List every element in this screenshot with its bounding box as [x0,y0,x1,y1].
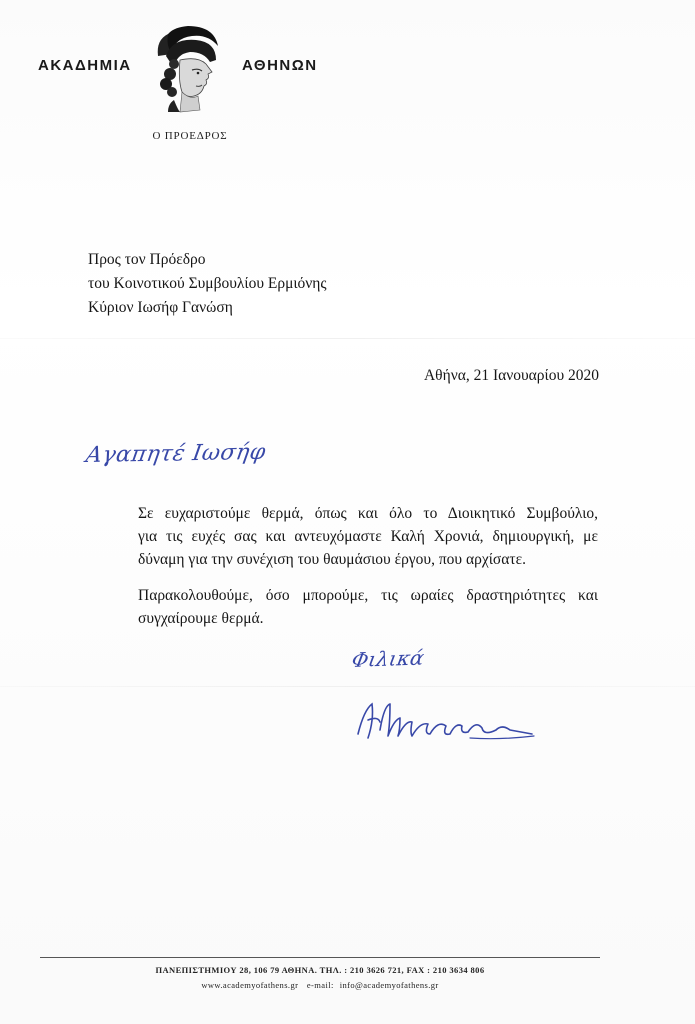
recipient-line: Κύριον Ιωσήφ Γανώση [88,299,233,316]
athena-head-icon [144,20,234,116]
body-paragraph-2 [138,584,598,630]
body-line: Παρακολουθούμε, όσο μπορούμε, τις ωραίες δραστηριότητες και [138,587,598,604]
handwritten-closing: Φιλικά [349,645,427,672]
footer-email[interactable]: info@academyofathens.gr [339,980,439,990]
recipient-line: του Κοινοτικού Συμβουλίου Ερμιόνης [88,275,327,292]
handwritten-signature [350,690,540,750]
president-title: Ο ΠΡΟΕΔΡΟΣ [152,130,228,142]
body-paragraph-1 [138,502,598,571]
footer-address: ΠΑΝΕΠΙΣΤΗΜΙΟΥ 28, 106 79 ΑΘΗΝΑ. ΤΗΛ. : 210 3626 721, FAX : 210 3634 806 [155,965,485,975]
handwritten-greeting: Αγαπητέ Ιωσήφ [84,439,268,468]
org-name-right: ΑΘΗΝΩΝ [242,57,318,74]
paper-fold-line [0,686,695,687]
footer-divider [40,957,600,958]
body-line: δύναμη για την συνέχιση του θαυμάσιου έργου, που αρχίσατε. [138,551,526,568]
body-line: για τις ευχές σας και αντευχόμαστε Καλή Χρονιά, δημιουργική, με [138,528,598,545]
recipient-address [88,248,327,320]
body-line: Σε ευχαριστούμε θερμά, όπως και όλο το Διοικητικό Συμβούλιο, [138,505,598,522]
recipient-line: Προς τον Πρόεδρο [88,251,206,268]
letter-date: Αθήνα, 21 Ιανουαρίου 2020 [423,367,599,384]
paper-fold-line [0,338,695,339]
body-line: συγχαίρουμε θερμά. [138,610,264,627]
footer-website[interactable]: www.academyofathens.gr [201,980,299,990]
org-name-left: ΑΚΑΔΗΜΙΑ [38,57,132,74]
footer-contact [40,980,600,990]
footer-email-label: e-mail: [306,980,334,990]
